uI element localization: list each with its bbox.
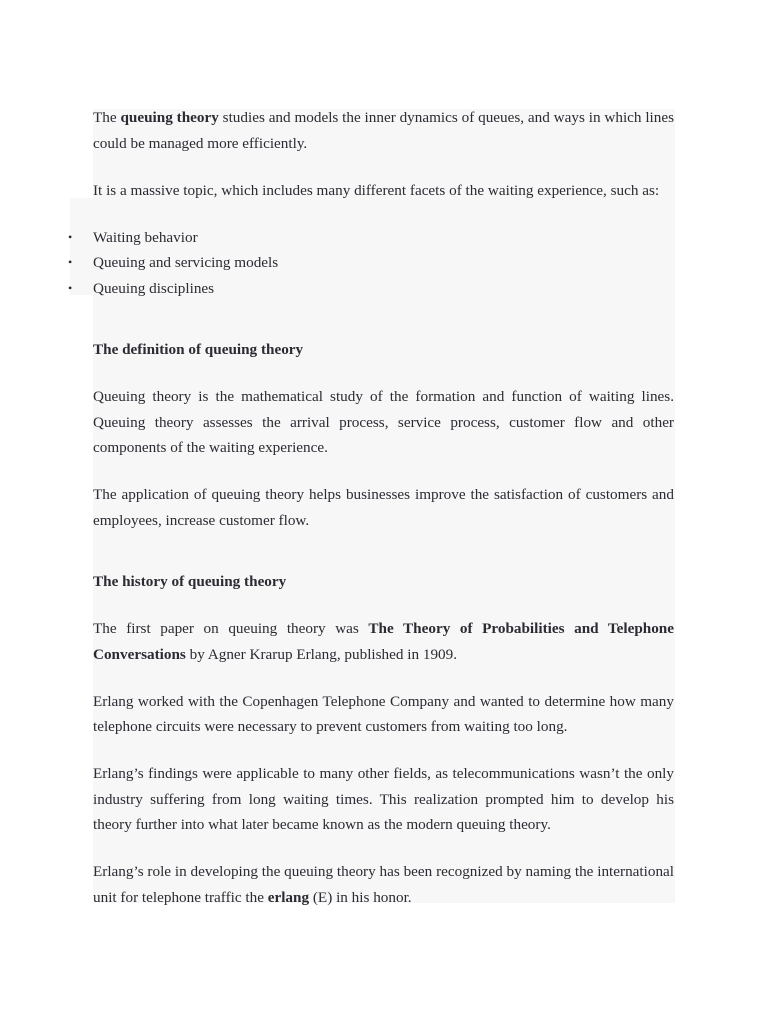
history-paragraph-2: Erlang worked with the Copenhagen Telephone Company and wanted to determine how many telephone circuits were necessary to prevent customers from waiting too long. xyxy=(93,692,674,735)
list-item xyxy=(68,250,674,276)
history-p1-prefix: The first paper on queuing theory was xyxy=(93,620,359,637)
list-item xyxy=(68,225,674,251)
history-p4-prefix: Erlang’s role in developing the queuing theory has been recognized by naming the international unit for telephone traffic the xyxy=(93,863,674,906)
list-item-label: Queuing and servicing models xyxy=(93,254,279,271)
definition-paragraph-1: Queuing theory is the mathematical study of the formation and function of waiting lines. Queuing theory assesses the arrival process, service process, customer flow and other components of the waiting experience. xyxy=(93,388,674,456)
definition-heading: The definition of queuing theory xyxy=(93,341,304,358)
erlang-unit-term: erlang xyxy=(267,888,310,906)
document-body xyxy=(68,105,675,910)
history-p1-suffix: by Agner Krarup Erlang, published in 1909. xyxy=(189,645,458,663)
intro-text-prefix: The xyxy=(93,109,117,126)
list-item xyxy=(68,276,674,302)
bullet-icon: • xyxy=(68,255,73,269)
history-heading: The history of queuing theory xyxy=(93,573,287,590)
history-p4-suffix: (E) in his honor. xyxy=(312,888,412,906)
paper-title: The Theory of Probabilities and Telephone Conversations xyxy=(93,620,674,663)
history-paragraph-4 xyxy=(93,859,674,910)
facets-list xyxy=(68,225,674,302)
definition-paragraph-2: The application of queuing theory helps businesses improve the satisfaction of customers and employees, increase customer flow. xyxy=(93,486,674,529)
bullet-icon: • xyxy=(68,229,73,244)
history-paragraph-1 xyxy=(93,616,674,667)
list-item-label: Waiting behavior xyxy=(93,228,198,246)
history-paragraph-3: Erlang’s findings were applicable to many other fields, as telecommunications wasn’t the only industry suffering from long waiting times. This realization prompted him to develop his theory further into what later became known as the modern queuing theory. xyxy=(93,765,674,833)
topic-paragraph: It is a massive topic, which includes many different facets of the waiting experience, such as: xyxy=(93,181,660,199)
intro-text-suffix: studies and models the inner dynamics of queues, and ways in which lines could be managed more efficiently. xyxy=(93,109,675,152)
intro-bold-term: queuing theory xyxy=(120,109,219,126)
bullet-icon: • xyxy=(68,280,73,295)
list-item-label: Queuing disciplines xyxy=(93,279,215,297)
intro-paragraph xyxy=(93,105,674,156)
list-background xyxy=(70,198,93,295)
